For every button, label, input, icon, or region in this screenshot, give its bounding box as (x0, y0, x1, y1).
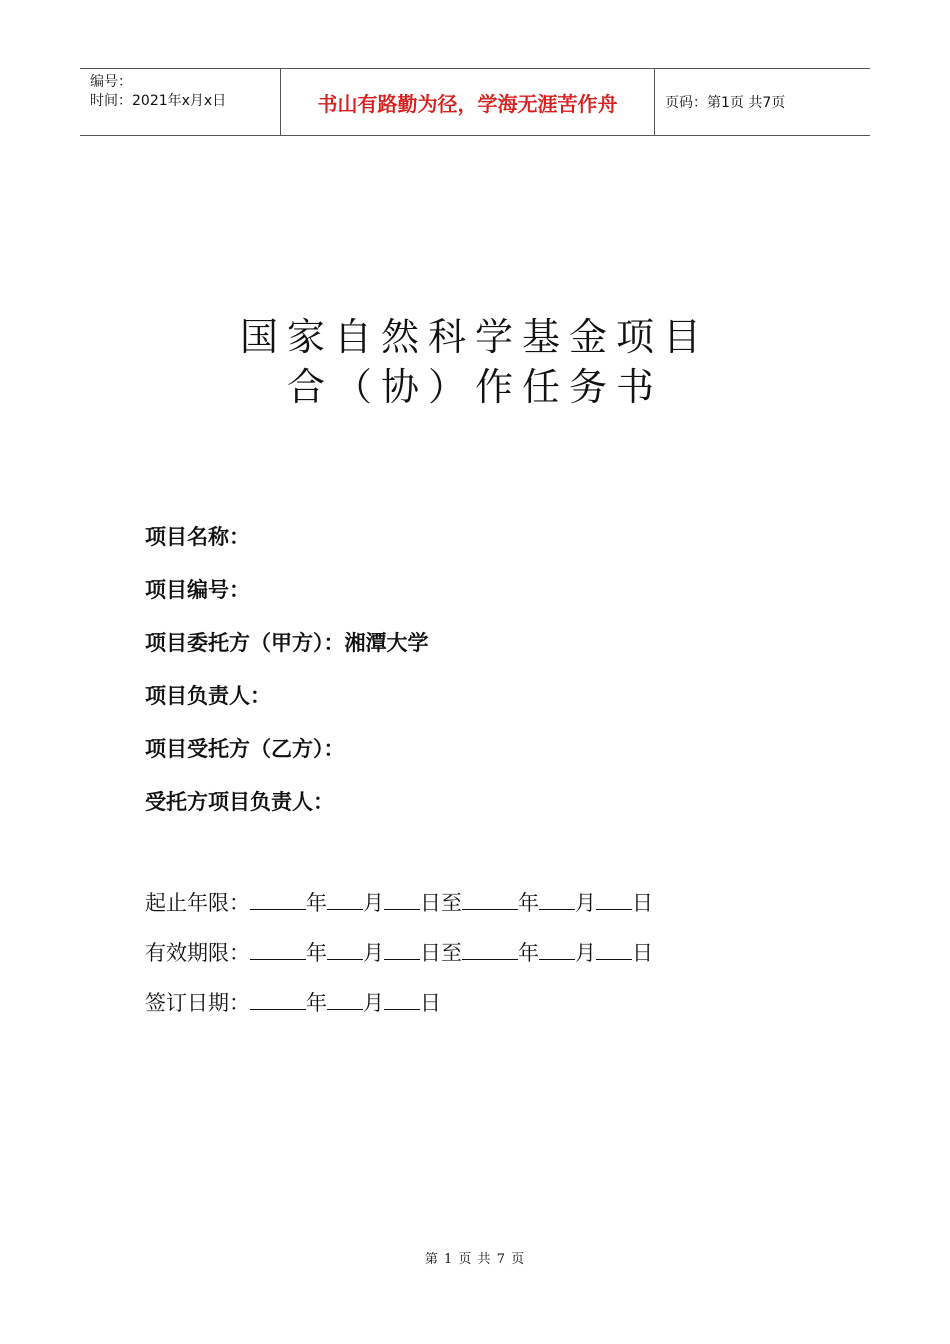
blank-day[interactable] (384, 889, 420, 910)
blank-day[interactable] (596, 939, 632, 960)
blank-day[interactable] (384, 989, 420, 1010)
validity-line: 有效期限： 年 月 日至 年 月 日 (145, 941, 653, 965)
header-meta (80, 69, 281, 135)
blank-month[interactable] (327, 939, 363, 960)
blank-day[interactable] (596, 889, 632, 910)
blank-year[interactable] (462, 889, 518, 910)
code-label: 编号： (90, 74, 132, 90)
blank-year[interactable] (462, 939, 518, 960)
period-label: 起止年限： (145, 891, 250, 915)
signing-line: 签订日期： 年 月 日 (145, 991, 441, 1015)
document-title-line1: 国家自然科学基金项目 (239, 315, 710, 359)
header-page-info: 页码：第1页 共7页 (665, 95, 786, 111)
blank-year[interactable] (250, 889, 306, 910)
document-title-line2: 合（协）作任务书 (286, 365, 663, 409)
project-number-field: 项目编号： (145, 577, 250, 602)
contractor-leader-field: 受托方项目负责人： (145, 789, 334, 814)
blank-month[interactable] (539, 939, 575, 960)
page-header (80, 68, 870, 136)
validity-label: 有效期限： (145, 941, 250, 965)
project-name-field: 项目名称： (145, 524, 250, 549)
time-label: 时间：2021年x月x日 (90, 93, 227, 109)
page-footer: 第 1 页 共 7 页 (424, 1252, 526, 1267)
blank-day[interactable] (384, 939, 420, 960)
contractor-field: 项目受托方（乙方）： (145, 736, 345, 761)
client-field: 项目委托方（甲方）：湘潭大学 (145, 630, 429, 655)
blank-month[interactable] (327, 889, 363, 910)
blank-month[interactable] (327, 989, 363, 1010)
signing-label: 签订日期： (145, 991, 250, 1015)
period-line: 起止年限： 年 月 日至 年 月 日 (145, 891, 653, 915)
blank-year[interactable] (250, 939, 306, 960)
leader-field: 项目负责人： (145, 683, 271, 708)
header-motto: 书山有路勤为径，学海无涯苦作舟 (281, 69, 655, 135)
blank-year[interactable] (250, 989, 306, 1010)
blank-month[interactable] (539, 889, 575, 910)
